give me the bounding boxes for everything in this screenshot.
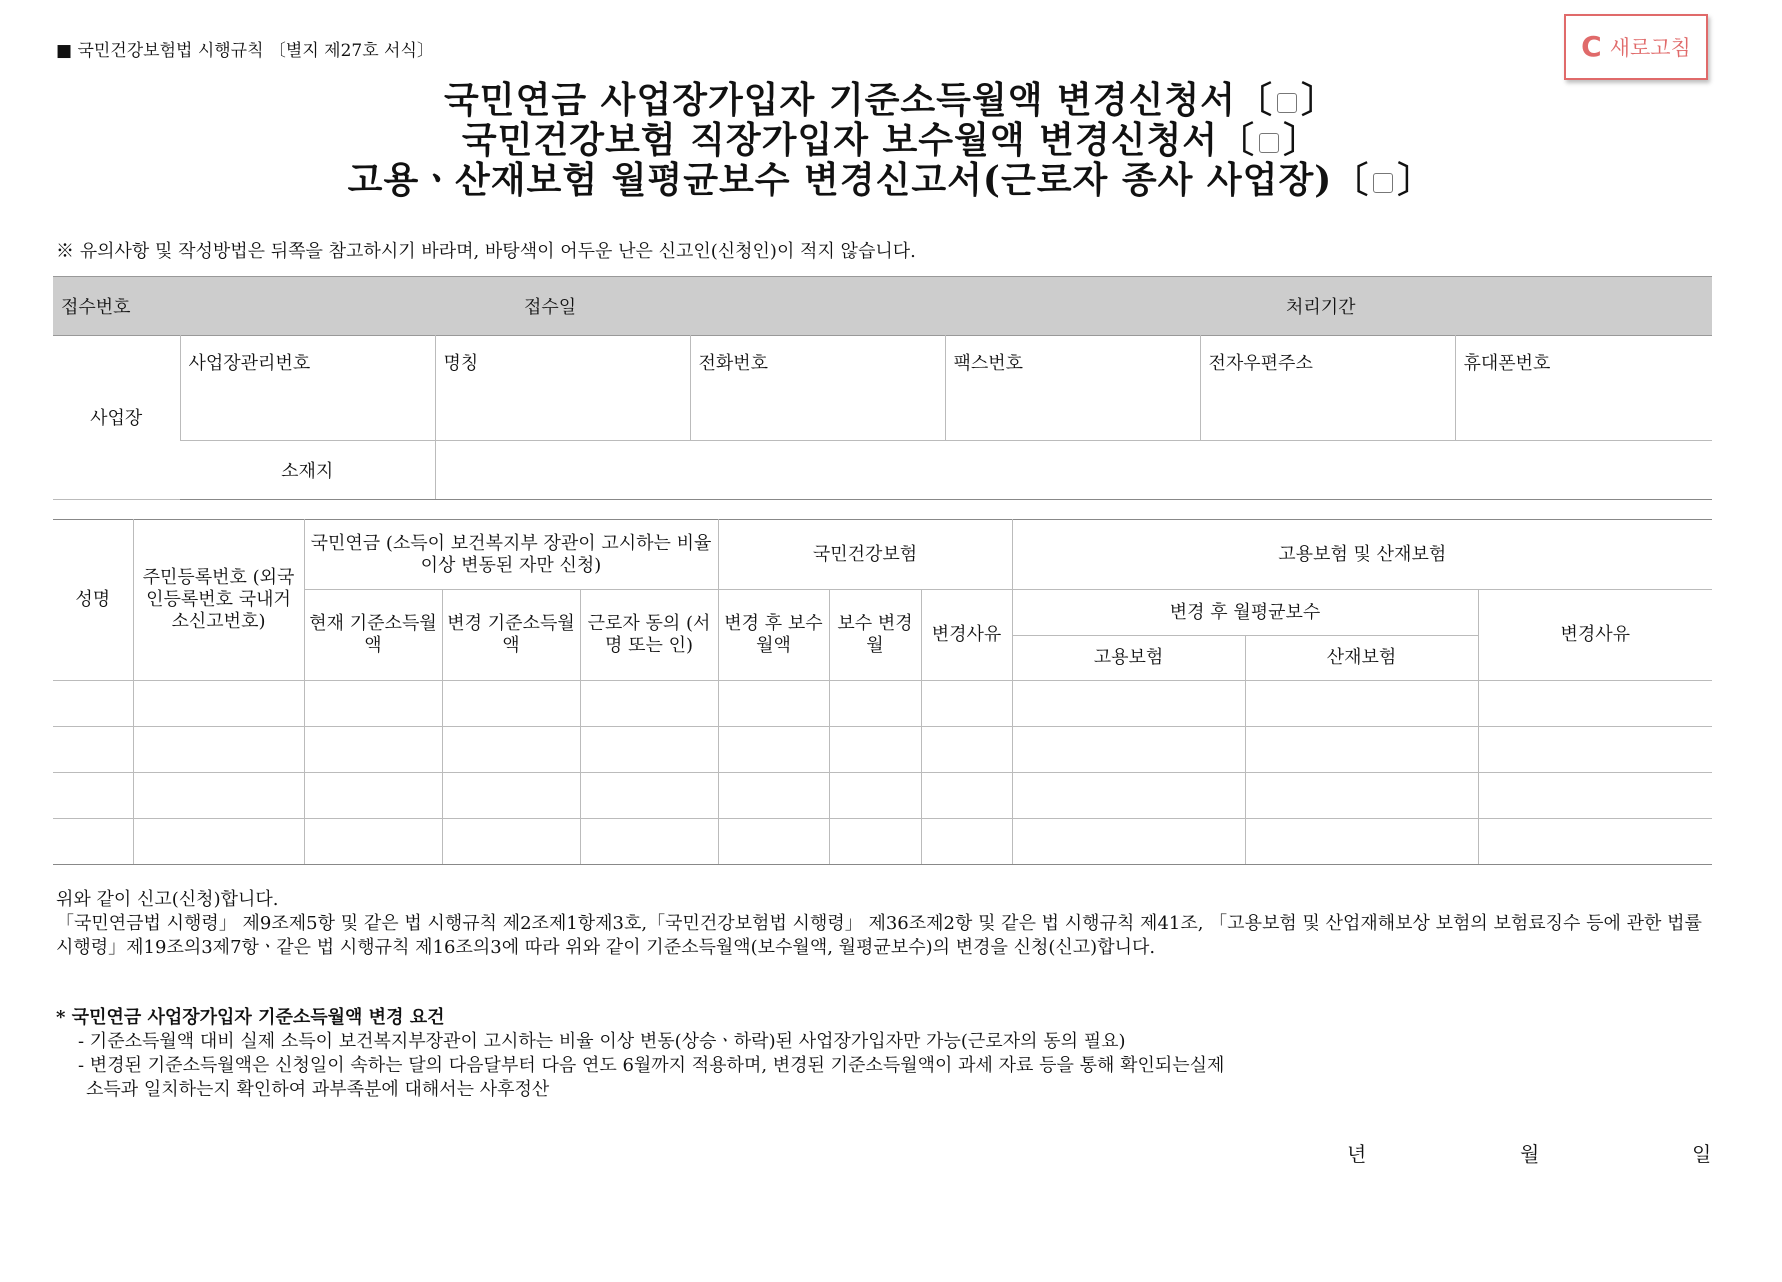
cell[interactable]: [1245, 681, 1478, 727]
cell[interactable]: [829, 727, 921, 773]
col-pension-current: 현재 기준소득월액: [304, 590, 442, 681]
refresh-button[interactable]: [1564, 14, 1708, 80]
table-row: [53, 681, 1712, 727]
title-line-health: 국민건강보험 직장가입자 보수월액 변경신청서〔 〕: [461, 119, 1321, 161]
business-table: [53, 335, 1712, 500]
date-day-label: 일: [1692, 1142, 1712, 1166]
cell[interactable]: [304, 727, 442, 773]
col-health-after: 변경 후 보수월액: [718, 590, 829, 681]
refresh-icon: C: [1581, 30, 1602, 63]
title-line-employment: 고용ㆍ산재보험 월평균보수 변경신고서(근로자 종사 사업장)〔 〕: [347, 159, 1435, 201]
receipt-number-label: 접수번호: [53, 277, 186, 336]
cell[interactable]: [1245, 727, 1478, 773]
refresh-label: 새로고침: [1609, 36, 1691, 60]
col-pension-group-header: 국민연금 (소득이 보건복지부 장관이 고시하는 비율이상 변동된 자만 신청): [304, 520, 718, 590]
col-rrn-header: 주민등록번호 (외국인등록번호 국내거소신고번호): [133, 520, 304, 681]
col-employment-insurance: 고용보험: [1012, 636, 1245, 681]
declaration-line: 위와 같이 신고(신청)합니다.: [56, 889, 279, 910]
col-health-reason: 변경사유: [921, 590, 1012, 681]
cell[interactable]: [580, 681, 718, 727]
receipt-date-field: [648, 277, 1278, 336]
cell[interactable]: [921, 819, 1012, 865]
requirement-item: - 변경된 기준소득월액은 신청일이 속하는 달의 다음달부터 다음 연도 6월까지 적용하며, 변경된 기준소득월액이 과세 자료 등을 통해 확인되는실제: [78, 1055, 1225, 1076]
cell[interactable]: [921, 773, 1012, 819]
cell[interactable]: [133, 773, 304, 819]
cell[interactable]: [304, 773, 442, 819]
cell[interactable]: [921, 727, 1012, 773]
processing-period-label: 처리기간: [1278, 277, 1712, 336]
members-table: [53, 519, 1712, 865]
cell[interactable]: [718, 773, 829, 819]
pension-checkbox[interactable]: [1277, 93, 1297, 113]
cell[interactable]: [53, 773, 133, 819]
cell[interactable]: [442, 727, 580, 773]
cell[interactable]: [53, 681, 133, 727]
employment-checkbox[interactable]: [1373, 173, 1393, 193]
cell[interactable]: [829, 773, 921, 819]
cell[interactable]: [53, 727, 133, 773]
business-mobile-field[interactable]: 휴대폰번호: [1455, 335, 1712, 440]
table-row: [53, 727, 1712, 773]
cell[interactable]: [921, 681, 1012, 727]
cell[interactable]: [1012, 819, 1245, 865]
cell[interactable]: [133, 727, 304, 773]
cell[interactable]: [133, 681, 304, 727]
cell[interactable]: [1478, 727, 1712, 773]
col-health-month: 보수 변경 월: [829, 590, 921, 681]
business-mgmt-no-field[interactable]: 사업장관리번호: [180, 335, 435, 440]
cell[interactable]: [829, 681, 921, 727]
cell[interactable]: [53, 819, 133, 865]
health-checkbox[interactable]: [1259, 133, 1279, 153]
requirements: [56, 1006, 1224, 1102]
cell[interactable]: [304, 819, 442, 865]
table-row: [53, 773, 1712, 819]
business-email-field[interactable]: 전자우편주소: [1200, 335, 1455, 440]
cell[interactable]: [1012, 727, 1245, 773]
business-name-field[interactable]: 명칭: [435, 335, 690, 440]
cell[interactable]: [442, 681, 580, 727]
declaration: [56, 888, 1706, 960]
cell[interactable]: [304, 681, 442, 727]
cell[interactable]: [1478, 681, 1712, 727]
business-section-label: 사업장: [53, 335, 180, 499]
col-pension-changed: 변경 기준소득월액: [442, 590, 580, 681]
cell[interactable]: [718, 819, 829, 865]
requirement-item: - 기준소득월액 대비 실제 소득이 보건복지부장관이 고시하는 비율 이상 변동(상승ㆍ하락)된 사업장가입자만 가능(근로자의 동의 필요): [78, 1031, 1126, 1052]
col-industrial-insurance: 산재보험: [1245, 636, 1478, 681]
receipt-date-label: 접수일: [516, 277, 648, 336]
cell[interactable]: [1012, 681, 1245, 727]
date-year-label: 년: [1347, 1142, 1367, 1166]
cell[interactable]: [718, 681, 829, 727]
col-name-header: 성명: [53, 520, 133, 681]
cell[interactable]: [580, 819, 718, 865]
title-line-pension: 국민연금 사업장가입자 기준소득월액 변경신청서〔 〕: [444, 79, 1338, 121]
col-employment-after: 변경 후 월평균보수: [1012, 590, 1478, 636]
notice-text: ※ 유의사항 및 작성방법은 뒤쪽을 참고하시기 바라며, 바탕색이 어두운 난은 신고인(신청인)이 적지 않습니다.: [56, 241, 916, 262]
cell[interactable]: [1012, 773, 1245, 819]
business-fax-field[interactable]: 팩스번호: [945, 335, 1200, 440]
cell[interactable]: [133, 819, 304, 865]
date-month-label: 월: [1520, 1142, 1540, 1166]
receipt-number-field: [186, 277, 516, 336]
cell[interactable]: [718, 727, 829, 773]
col-pension-consent: 근로자 동의 (서명 또는 인): [580, 590, 718, 681]
requirements-heading: * 국민연금 사업장가입자 기준소득월액 변경 요건: [56, 1007, 445, 1028]
table-row: [53, 819, 1712, 865]
col-health-group-header: 국민건강보험: [718, 520, 1012, 590]
form-titles: [0, 80, 1782, 200]
business-phone-field[interactable]: 전화번호: [690, 335, 945, 440]
law-reference: ■ 국민건강보험법 시행규칙 〔별지 제27호 서식〕: [56, 41, 434, 61]
business-address-label: 소재지: [180, 440, 435, 499]
cell[interactable]: [580, 727, 718, 773]
requirement-item-continued: 소득과 일치하는지 확인하여 과부족분에 대해서는 사후정산: [86, 1079, 550, 1100]
cell[interactable]: [442, 819, 580, 865]
declaration-legal-basis: 「국민연금법 시행령」 제9조제5항 및 같은 법 시행규칙 제2조제1항제3호,「국민건강보험법 시행령」 제36조제2항 및 같은 법 시행규칙 제41조, 「고용보험 및 산업재해보상 보험의 보험료징수 등에 관한 법률 시행령」제19조의3제7항ㆍ같은 법 시행규칙 제16조의3에 따라 위와 같이 기준소득월액(보수월액, 월평균보수)의 변경을 신청(신고)합니다.: [56, 913, 1702, 958]
receipt-table: [53, 276, 1712, 336]
col-employment-reason: 변경사유: [1478, 590, 1712, 681]
cell[interactable]: [1245, 819, 1478, 865]
cell[interactable]: [442, 773, 580, 819]
cell[interactable]: [1478, 773, 1712, 819]
col-employment-group-header: 고용보험 및 산재보험: [1012, 520, 1712, 590]
cell[interactable]: [1245, 773, 1478, 819]
cell[interactable]: [829, 819, 921, 865]
business-address-field[interactable]: [435, 440, 1712, 499]
cell[interactable]: [1478, 819, 1712, 865]
cell[interactable]: [580, 773, 718, 819]
